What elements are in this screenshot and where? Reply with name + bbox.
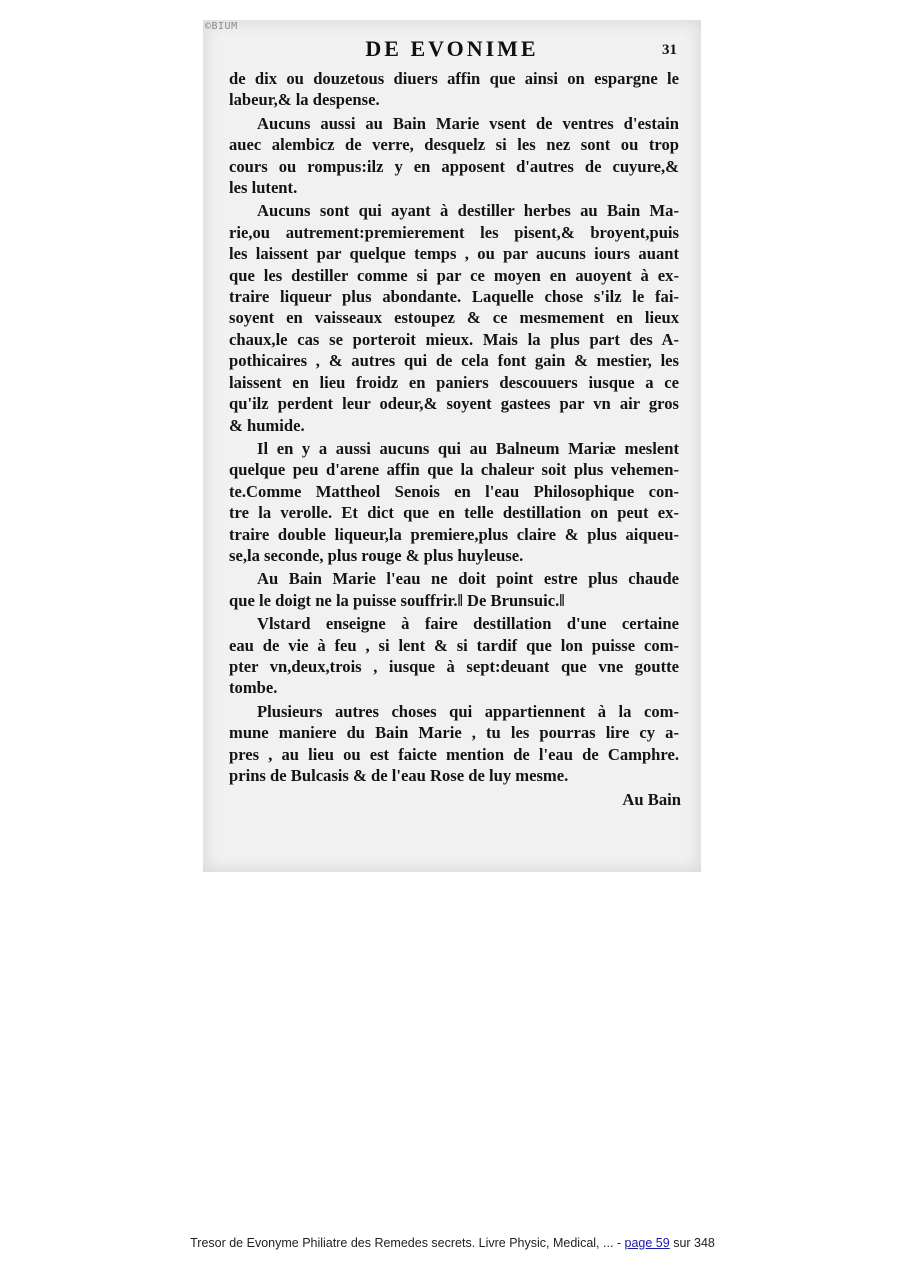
text-line: Vlstard enseigne à faire destillation d'une certaine [257, 614, 679, 634]
text-line: pothicaires , & autres qui de cela font gain & mestier, les [229, 351, 679, 371]
text-line: prins de Bulcasis & de l'eau Rose de luy mesme. [229, 766, 569, 785]
text-line: de dix ou douzetous diuers affin que ainsi on espargne le [229, 69, 679, 88]
text-line: les lutent. [229, 178, 298, 198]
text-line: chaux,le cas se porteroit mieux. Mais la plus part des A- [229, 329, 679, 349]
text-line: soyent en vaisseaux estoupez & ce mesmement en lieux [229, 308, 679, 328]
text-line: Aucuns sont qui ayant à destiller herbes au Bain Ma- [257, 201, 679, 221]
text-line: les laissent par quelque temps , ou par aucuns iours auant [229, 244, 679, 264]
text-line: Il en y a aussi aucuns qui au Balneum Mariæ meslent [257, 438, 679, 458]
bium-watermark: ©BIUM [205, 21, 238, 32]
text-line: labeur,& la despense. [229, 90, 380, 110]
text-line: qu'ilz perdent leur odeur,& soyent gastees par vn air gros [229, 394, 679, 414]
text-line: Au Bain Marie l'eau ne doit point estre plus chaude [257, 569, 679, 589]
text-line: eau de vie à feu , si lent & si tardif que lon puisse com- [229, 635, 679, 655]
footer-title: Tresor de Evonyme Philiatre des Remedes secrets. Livre Physic, Medical, ... - [190, 1236, 625, 1250]
catchword: Au Bain [622, 790, 681, 809]
folio-number: 31 [662, 42, 677, 58]
paragraph [229, 113, 679, 199]
text-line: se,la seconde, plus rouge & plus huyleuse. [229, 545, 524, 565]
paragraph [229, 568, 679, 611]
footer-total: sur 348 [669, 1236, 715, 1250]
text-line: te.Comme Mattheol Senois en l'eau Philosophique con- [229, 481, 679, 501]
text-line: & humide. [229, 415, 305, 435]
text-line: tre la verolle. Et dict que en telle destillation on peut ex- [229, 503, 679, 523]
text-line: que les destiller comme si par ce moyen en auoyent à ex- [229, 265, 679, 285]
page-link[interactable]: page 59 [624, 1236, 670, 1250]
text-line: mune maniere du Bain Marie , tu les pourras lire cy a- [229, 723, 679, 743]
text-line: tombe. [229, 678, 278, 698]
text-line: auec alembicz de verre, desquelz si les nez sont ou trop [229, 135, 679, 155]
text-line: cours ou rompus:ilz y en apposent d'autres de cuyure,& [229, 156, 679, 176]
body-text [229, 68, 679, 788]
text-line: rie,ou autrement:premierement les pisent,& broyent,puis [229, 222, 679, 242]
paragraph [229, 438, 679, 566]
text-line: laissent en lieu froidz en paniers descouuers iusque a ce [229, 372, 679, 392]
text-line: pres , au lieu ou est faicte mention de l'eau de Camphre. [229, 744, 679, 764]
footer-caption [0, 1236, 905, 1250]
text-line: pter vn,deux,trois , iusque à sept:deuant que vne goutte [229, 656, 679, 676]
text-line: Aucuns aussi au Bain Marie vsent de ventres d'estain [257, 113, 679, 133]
paragraph [229, 68, 679, 111]
text-line: quelque peu d'arene affin que la chaleur soit plus vehemen- [229, 460, 679, 480]
running-head: DE EVONIME [365, 36, 539, 61]
paragraph [229, 701, 679, 787]
text-line: traire liqueur plus abondante. Laquelle chose s'ilz le fai- [229, 287, 679, 307]
text-line: Plusieurs autres choses qui appartiennent à la com- [257, 701, 679, 721]
text-line: traire double liqueur,la premiere,plus claire & plus aiqueu- [229, 524, 679, 544]
page-scan [203, 20, 701, 872]
text-line: que le doigt ne la puisse souffrir.‖ De Brunsuic.‖ [229, 590, 565, 610]
paragraph [229, 200, 679, 435]
paragraph [229, 613, 679, 699]
